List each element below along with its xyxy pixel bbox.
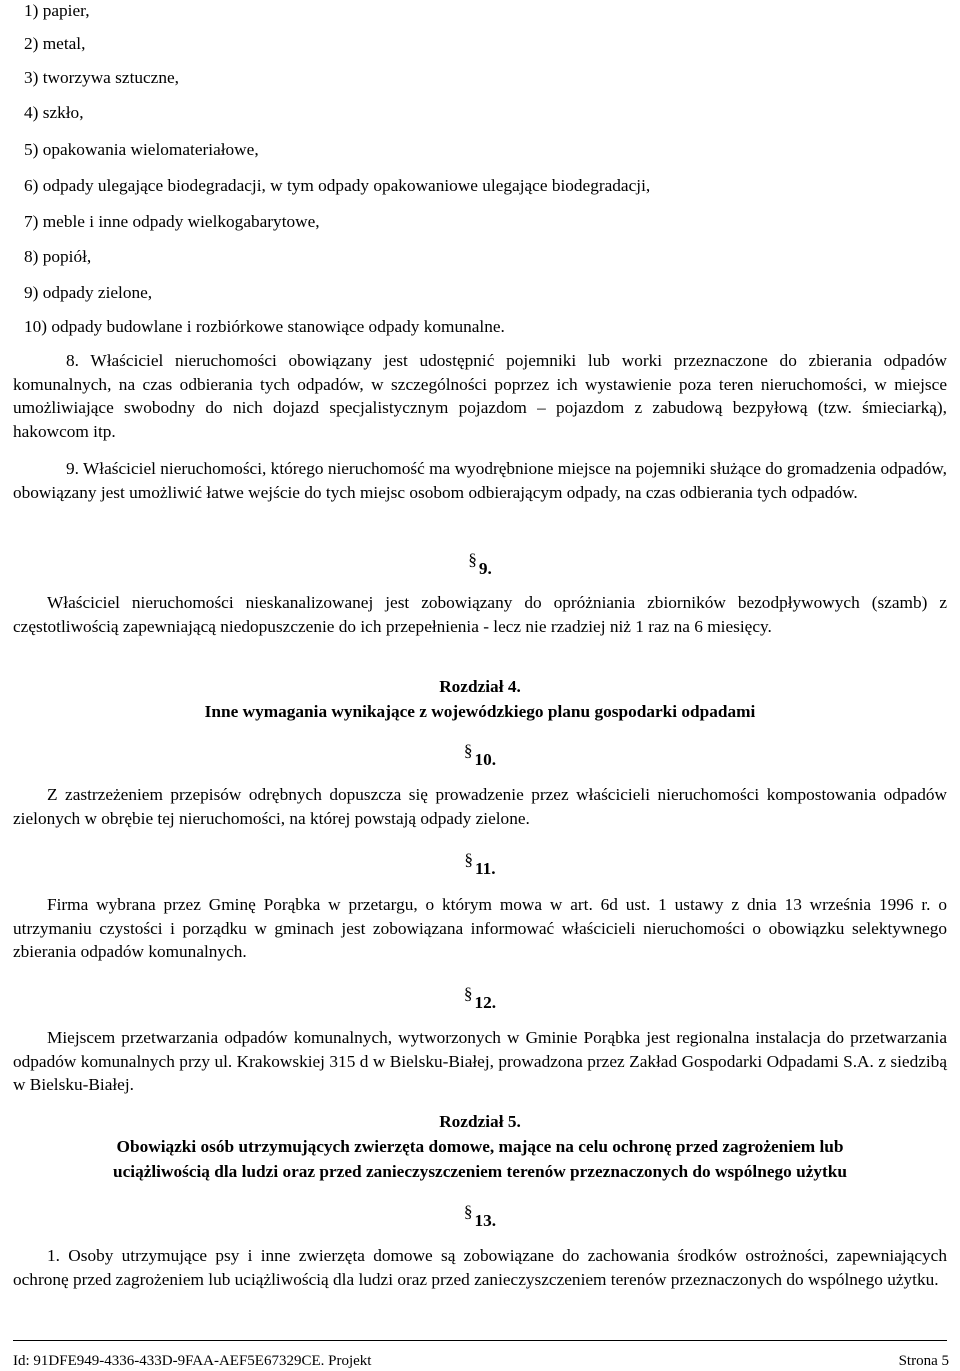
list-item: 8) popiół, xyxy=(24,247,92,266)
list-item: 5) opakowania wielomateriałowe, xyxy=(24,140,259,159)
section-9-text: Właściciel nieruchomości nieskanalizowanej jest zobowiązany do opróżniania zbiorników bezodpływowych (szamb) z częstotliwością zapewniającą niedopuszczenie do ich przepełnienia - lecz nie rzadziej niż 1 raz na 6 miesięcy. xyxy=(13,593,947,636)
list-item: 7) meble i inne odpady wielkogabarytowe, xyxy=(24,212,320,231)
chapter-5-title-line-1: Obowiązki osób utrzymujących zwierzęta domowe, mające na celu ochronę przed zagrożeniem lub xyxy=(116,1137,844,1156)
section-symbol: § xyxy=(464,850,473,869)
chapter-5-title-line-2: uciążliwością dla ludzi oraz przed zanieczyszczeniem terenów przeznaczonych do wspólnego użytku xyxy=(112,1162,848,1181)
paragraph-9: 9. Właściciel nieruchomości, którego nieruchomość ma wyodrębnione miejsce na pojemniki służące do gromadzenia odpadów, obowiązany jest umożliwić łatwe wejście do tych miejsc osobom odbierającym odpady, na czas odbierania tych odpadów. xyxy=(13,459,947,502)
list-item: 1) papier, xyxy=(24,1,90,20)
list-item: 9) odpady zielone, xyxy=(24,283,153,302)
section-heading-10 xyxy=(0,741,960,772)
paragraph-8: 8. Właściciel nieruchomości obowiązany jest udostępnić pojemniki lub worki przeznaczone do zbierania odpadów komunalnych, na czas odbierania tych odpadów, w szczególności poprzez ich wystawienie poza teren nieruchomości, w miejsce umożliwiające swobodny do nich dojazd specjalistycznym pojazdom – pojazdom z zabudową bezpyłową (tzw. śmieciarką), hakowcom itp. xyxy=(13,351,947,441)
chapter-4-title: Inne wymagania wynikające z wojewódzkiego planu gospodarki odpadami xyxy=(204,702,756,721)
list-item: 3) tworzywa sztuczne, xyxy=(24,68,179,87)
list-item: 4) szkło, xyxy=(24,103,84,122)
section-10-text: Z zastrzeżeniem przepisów odrębnych dopuszcza się prowadzenie przez właścicieli nieruchomości kompostowania odpadów zielonych w obrębie tej nieruchomości, na której powstają odpady zielone. xyxy=(13,785,947,828)
section-number: 12. xyxy=(474,993,497,1012)
section-number: 10. xyxy=(474,750,497,769)
footer-document-id: Id: 91DFE949-4336-433D-9FAA-AEF5E67329CE. Projekt xyxy=(13,1353,372,1369)
section-symbol: § xyxy=(463,1202,473,1221)
section-heading-12 xyxy=(0,984,960,1015)
section-symbol: § xyxy=(463,984,473,1003)
section-number: 9. xyxy=(478,559,492,578)
list-item: 10) odpady budowlane i rozbiórkowe stanowiące odpady komunalne. xyxy=(24,317,505,336)
footer-divider xyxy=(13,1340,947,1341)
section-number: 13. xyxy=(474,1211,497,1230)
section-13-text: 1. Osoby utrzymujące psy i inne zwierzęta domowe są zobowiązane do zachowania środków ostrożności, zapewniających ochronę przed zagrożeniem lub uciążliwością dla ludzi oraz przed zanieczyszczeniem terenów przeznaczonych do wspólnego użytku. xyxy=(13,1246,947,1289)
chapter-5-label: Rozdział 5. xyxy=(439,1112,521,1131)
chapter-4-label: Rozdział 4. xyxy=(439,677,521,696)
section-number: 11. xyxy=(474,859,496,878)
section-symbol: § xyxy=(463,741,473,760)
section-11-text: Firma wybrana przez Gminę Porąbka w przetargu, o którym mowa w art. 6d ust. 1 ustawy z dnia 13 września 1996 r. o utrzymaniu czystości i porządku w gminach jest zobowiązana informować właścicieli nieruchomości o obowiązku selektywnego zbierania odpadów komunalnych. xyxy=(13,895,947,961)
section-heading-9 xyxy=(0,550,960,581)
list-item: 2) metal, xyxy=(24,34,86,53)
section-12-text: Miejscem przetwarzania odpadów komunalnych, wytworzonych w Gminie Porąbka jest regionalna instalacja do przetwarzania odpadów komunalnych przy ul. Krakowskiej 315 d w Bielsku-Białej, prowadzona przez Zakład Gospodarki Odpadami S.A. z siedzibą w Bielsku-Białej. xyxy=(13,1028,947,1094)
section-symbol: § xyxy=(468,550,477,569)
list-item: 6) odpady ulegające biodegradacji, w tym odpady opakowaniowe ulegające biodegradacji, xyxy=(24,176,651,195)
footer-page-number: Strona 5 xyxy=(898,1353,949,1369)
section-heading-11 xyxy=(0,850,960,881)
section-heading-13 xyxy=(0,1202,960,1233)
